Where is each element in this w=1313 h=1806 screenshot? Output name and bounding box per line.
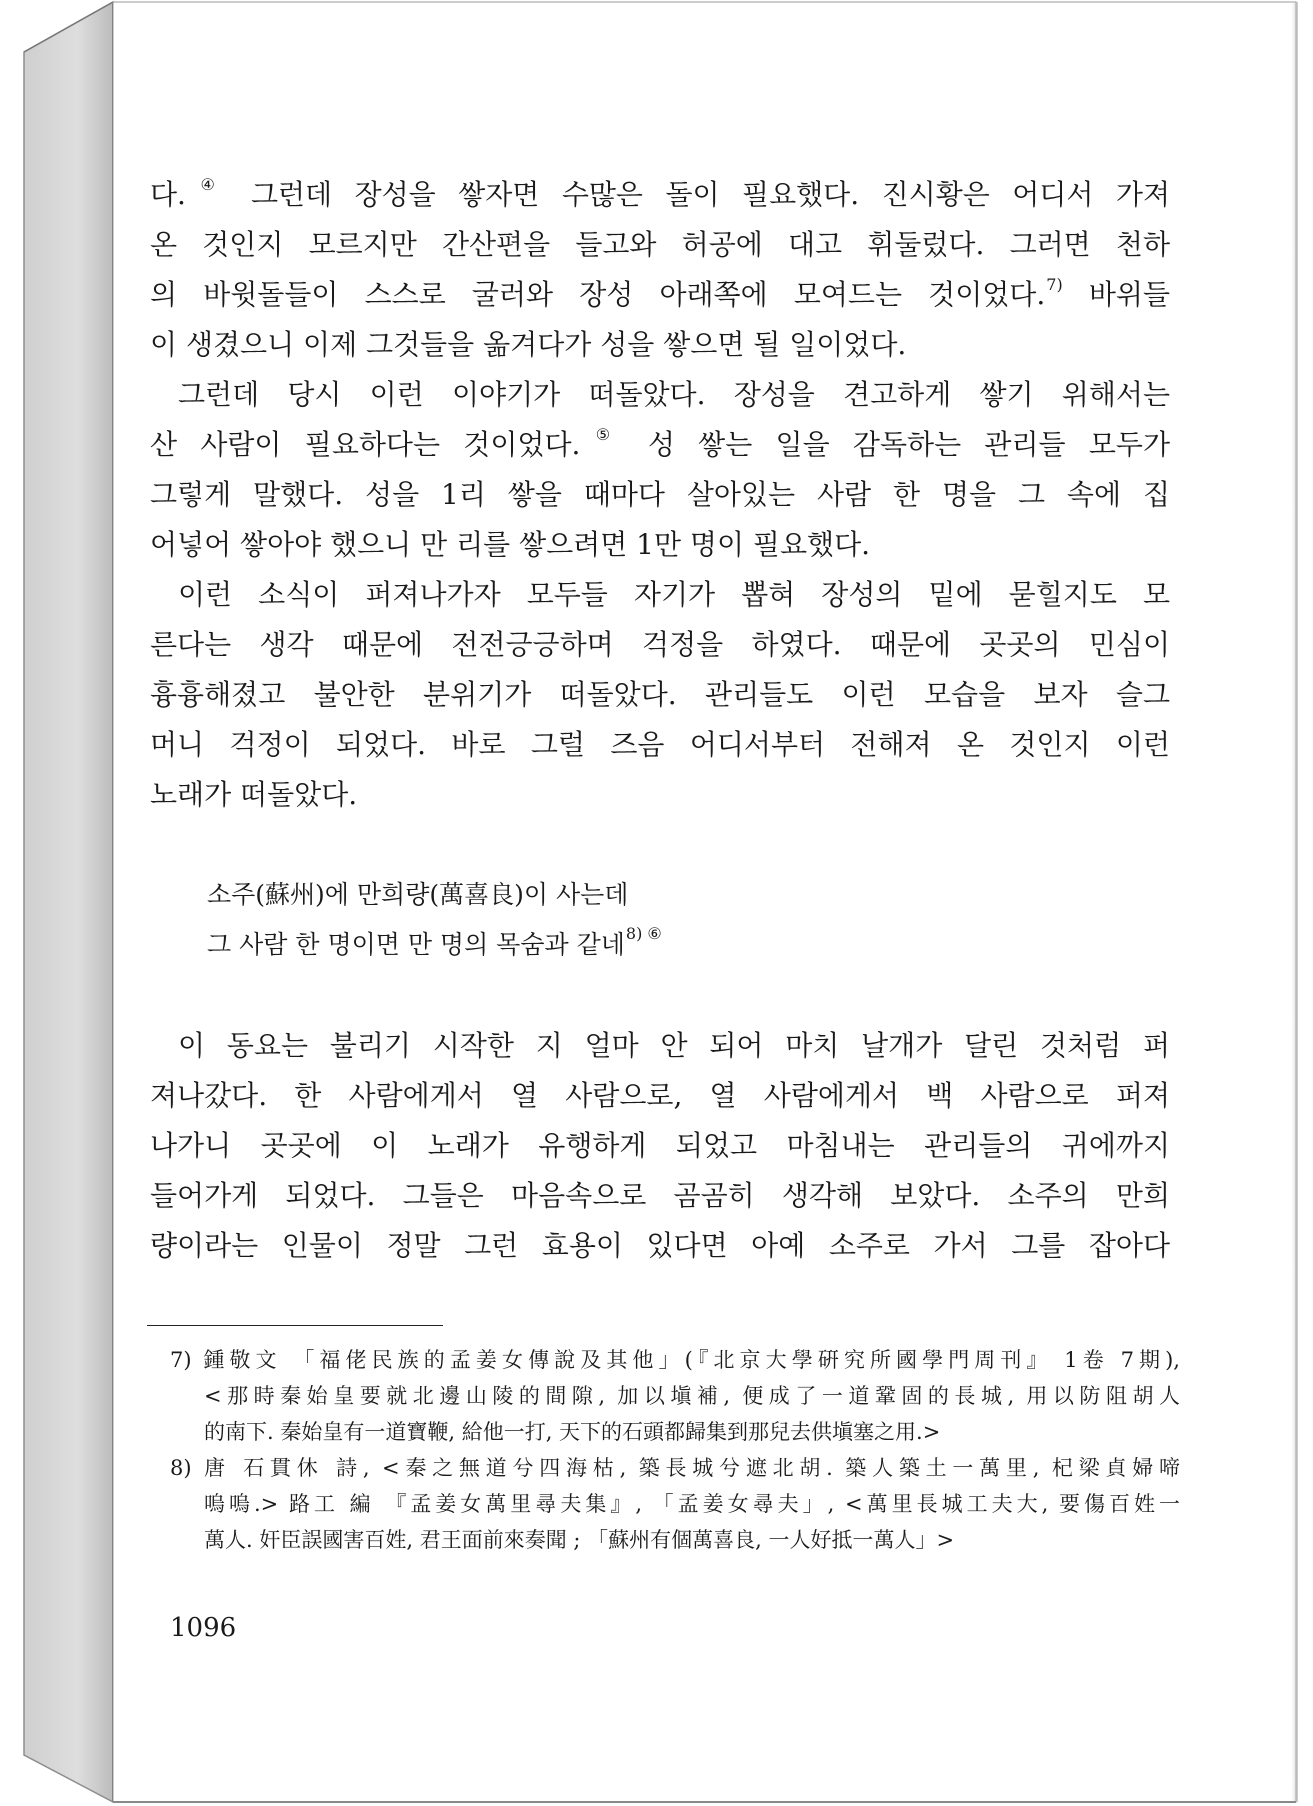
book-spine-panel (24, 2, 113, 1802)
text-line: 머니 걱정이 되었다. 바로 그럴 즈음 어디서부터 전해져 온 것인지 이런 (150, 728, 1170, 761)
footnotes (170, 1342, 1180, 1558)
footnote-line: 的南下. 秦始皇有一道寶鞭, 給他一打, 天下的石頭都歸集到那兒去供塡塞之用.> (204, 1420, 941, 1444)
song-line: 소주(蘇州)에 만희량(萬喜良)이 사는데 (207, 880, 629, 909)
body-text-top (150, 170, 1170, 820)
text-line: 량이라는 인물이 정말 그런 효용이 있다면 아예 소주로 가서 그를 잡아다 (150, 1229, 1170, 1262)
footnote-line: 嗚嗚.> 路工 編 『孟姜女萬里尋夫集』, 「孟姜女尋夫」, <萬里長城工夫大, 要傷百姓一 (204, 1492, 1180, 1516)
text-line: 온 것인지 모르지만 간산편을 들고와 허공에 대고 휘둘렀다. 그러면 천하 (150, 228, 1170, 261)
page-number: 1096 (170, 1613, 237, 1643)
text-line: 다.④ 그런데 장성을 쌓자면 수많은 돌이 필요했다. 진시황은 어디서 가져 (150, 174, 1171, 211)
text-line: 어넣어 쌓아야 했으니 만 리를 쌓으려면 1만 명이 필요했다. (150, 528, 871, 561)
text-line: 그렇게 말했다. 성을 1리 쌓을 때마다 살아있는 사람 한 명을 그 속에 집 (150, 478, 1170, 511)
text-line: 나가니 곳곳에 이 노래가 유행하게 되었고 마침내는 관리들의 귀에까지 (150, 1129, 1170, 1162)
text-line: 그런데 당시 이런 이야기가 떠돌았다. 장성을 견고하게 쌓기 위해서는 (178, 378, 1170, 411)
footnote-marker: ④ (186, 174, 229, 194)
text-line: 이 생겼으니 이제 그것들을 옮겨다가 성을 쌓으면 될 일이었다. (150, 328, 907, 361)
footnote-7: 7) 鍾敬文 「福佬民族的孟姜女傳說及其他」(『北京大學硏究所國學門周刊』 1卷 7期), (170, 1348, 1180, 1372)
text-line: 산 사람이 필요하다는 것이었다.⑤ 성 쌓는 일을 감독하는 관리들 모두가 (150, 424, 1170, 461)
footnote-line: 萬人. 奸臣誤國害百姓, 君王面前來奏聞 ; 「蘇州有個萬喜良, 一人好抵一萬人」> (204, 1528, 955, 1552)
quoted-song (207, 870, 907, 970)
footnote-marker: 8) ⑥ (625, 923, 662, 943)
text-line: 른다는 생각 때문에 전전긍긍하며 걱정을 하였다. 때문에 곳곳의 민심이 (150, 628, 1170, 661)
text-line: 노래가 떠돌았다. (150, 778, 358, 811)
text-line: 이런 소식이 퍼져나가자 모두들 자기가 뽑혀 장성의 밑에 묻힐지도 모 (178, 578, 1170, 611)
text-line: 져나갔다. 한 사람에게서 열 사람으로, 열 사람에게서 백 사람으로 퍼져 (150, 1079, 1170, 1112)
footnote-divider (147, 1325, 443, 1326)
text-line: 이 동요는 불리기 시작한 지 얼마 안 되어 마치 날개가 달린 것처럼 퍼 (178, 1029, 1170, 1062)
footnote-line: <那時秦始皇要就北邊山陵的間隙, 加以塡補, 便成了一道鞏固的長城, 用以防阻胡人 (204, 1384, 1180, 1408)
footnote-marker: 7) (1046, 274, 1063, 294)
text-line: 의 바윗돌들이 스스로 굴러와 장성 아래쪽에 모여드는 것이었다.$^{7)}$ 바위들 (150, 274, 1170, 311)
song-line: 그 사람 한 명이면 만 명의 목숨과 같네$^{8) ⑥}$ (207, 923, 662, 959)
body-text-bottom (150, 1021, 1170, 1271)
text-line: 흉흉해졌고 불안한 분위기가 떠돌았다. 관리들도 이런 모습을 보자 슬그 (150, 678, 1170, 711)
footnote-8: 8) 唐 石貫休 詩, <秦之無道兮四海枯, 築長城兮遮北胡. 築人築土一萬里, 杞梁貞婦啼 (170, 1456, 1180, 1480)
text-line: 들어가게 되었다. 그들은 마음속으로 곰곰히 생각해 보았다. 소주의 만희 (150, 1179, 1170, 1212)
footnote-marker: ⑤ (581, 424, 625, 444)
